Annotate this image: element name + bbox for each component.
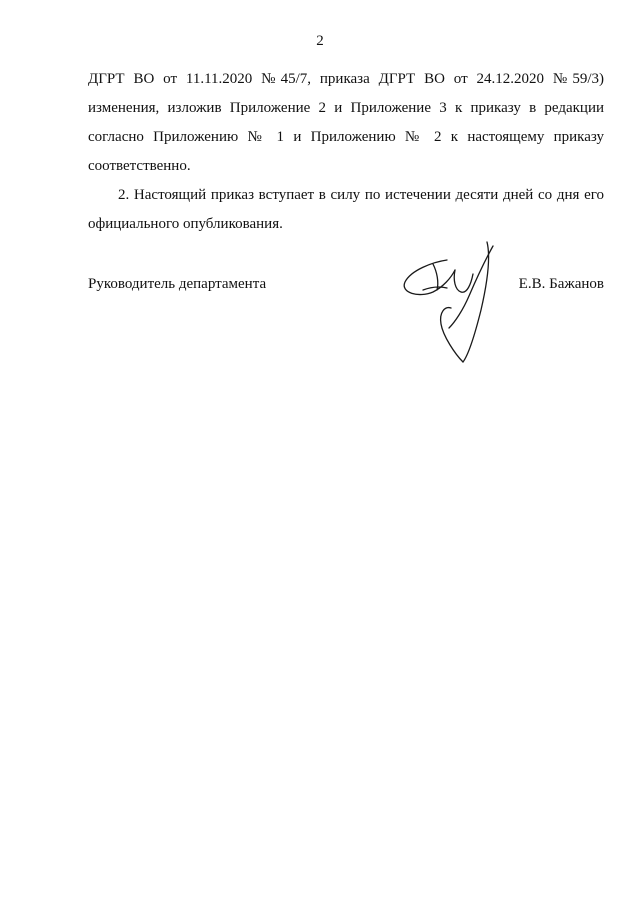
paragraph-line: 2. Настоящий приказ вступает в силу по истечении десяти дней со дня его: [118, 187, 604, 203]
paragraph-line: изменения, изложив Приложение 2 и Приложение 3 к приказу в редакции: [88, 100, 604, 116]
handwritten-signature: [395, 238, 505, 368]
paragraph-2: [88, 181, 604, 239]
paragraph-line: ДГРТ ВО от 11.11.2020 №45/7, приказа ДГРТ ВО от 24.12.2020 №59/3): [88, 71, 604, 87]
signature-block: [88, 276, 604, 300]
signatory-position: Руководитель департамента: [88, 276, 267, 292]
page-number: 2: [316, 33, 324, 49]
paragraph-line: согласно Приложению № 1 и Приложению № 2 к настоящему приказу: [88, 129, 604, 145]
paragraph-line: соответственно.: [88, 158, 191, 174]
paragraph-1: [88, 65, 604, 181]
signatory-name: Е.В. Бажанов: [518, 276, 604, 292]
paragraph-line: официального опубликования.: [88, 216, 283, 232]
